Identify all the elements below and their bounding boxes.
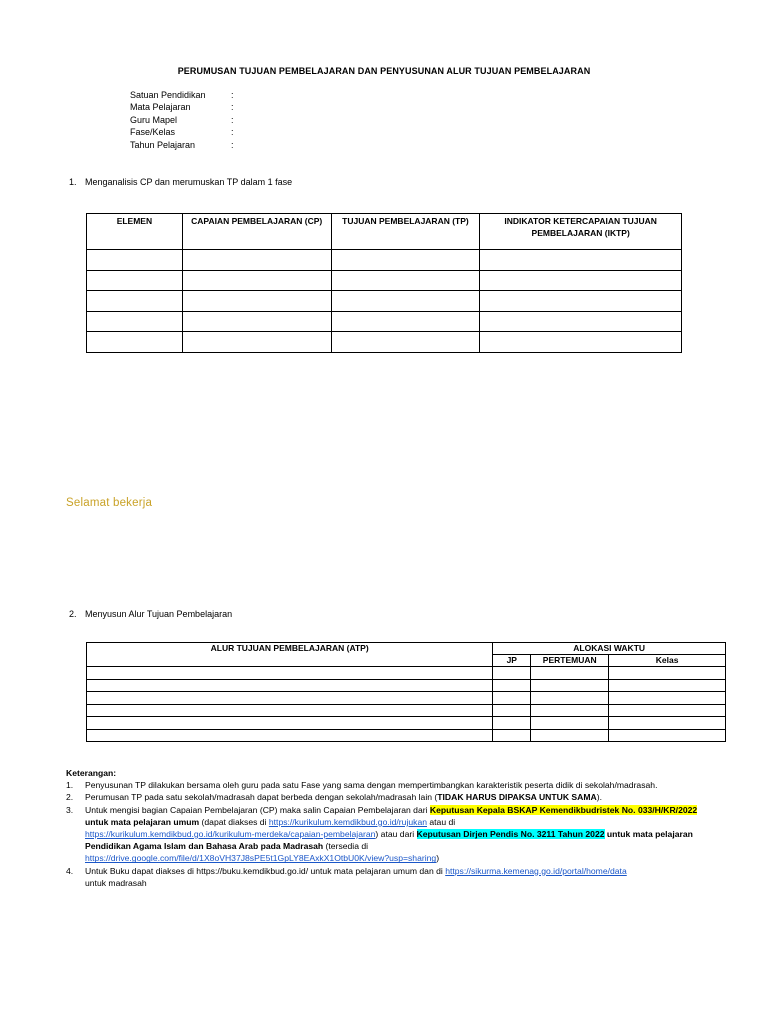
table-cell[interactable] (609, 717, 726, 730)
highlight-dirjen-pendis-decree: Keputusan Dirjen Pendis No. 3211 Tahun 2022 (416, 829, 605, 840)
identity-label: Fase/Kelas (130, 127, 176, 138)
note-text-part: ) atau dari (375, 829, 417, 840)
table-cell[interactable] (493, 704, 531, 717)
table-cell[interactable] (87, 250, 183, 271)
note-text-part: (tersedia di (323, 841, 369, 852)
table-row (87, 679, 726, 692)
table-cell[interactable] (531, 704, 609, 717)
identity-label: Guru Mapel (130, 114, 178, 125)
table-row (87, 692, 726, 705)
note-text-part: untuk madrasah (85, 877, 147, 888)
table-cell[interactable] (609, 729, 726, 742)
table-cell[interactable] (609, 692, 726, 705)
table-cell[interactable] (531, 692, 609, 705)
table-row (87, 250, 682, 271)
identity-label: Satuan Pendidikan (130, 90, 206, 100)
table-cell[interactable] (493, 692, 531, 705)
table-cell[interactable] (493, 679, 531, 692)
section-title: Menyusun Alur Tujuan Pembelajaran (85, 609, 233, 619)
identity-row-fase-kelas (130, 126, 234, 138)
table-cell[interactable] (331, 270, 480, 291)
note-emphasis: TIDAK HARUS DIPAKSA UNTUK SAMA (437, 792, 597, 803)
table-cell[interactable] (182, 270, 331, 291)
link-kurikulum-rujukan[interactable]: https://kurikulum.kemdikbud.go.id/rujukan (268, 816, 427, 827)
tp-table (86, 213, 682, 353)
table-cell[interactable] (531, 679, 609, 692)
identity-row-mata-pelajaran (130, 101, 234, 113)
note-emphasis: untuk mata pelajaran Pendidikan Agama Islam dan Bahasa Arab pada Madrasah (85, 829, 693, 852)
page-title: PERUMUSAN TUJUAN PEMBELAJARAN DAN PENYUSUNAN ALUR TUJUAN PEMBELAJARAN (177, 66, 591, 76)
header-jp: JP (493, 655, 531, 667)
header-pertemuan: PERTEMUAN (531, 655, 609, 667)
section-number: 1. (69, 177, 77, 187)
table-cell[interactable] (480, 250, 682, 271)
table-cell[interactable] (182, 311, 331, 332)
table-cell[interactable] (480, 291, 682, 312)
table-cell[interactable] (331, 311, 480, 332)
table-cell[interactable] (182, 291, 331, 312)
note-text: Penyusunan TP dilakukan bersama oleh guru pada satu Fase yang sama dengan mempertimbangkan karakteristik peserta didik di sekolah/madrasah. (85, 780, 658, 791)
notes-title: Keterangan: (66, 768, 117, 778)
note-item-2 (66, 791, 706, 803)
identity-colon: : (231, 139, 234, 150)
note-text-part: ) (436, 853, 440, 864)
table-cell[interactable] (87, 692, 493, 705)
identity-row-tahun-pelajaran (130, 139, 234, 151)
table-cell[interactable] (87, 332, 183, 353)
table-row (87, 717, 726, 730)
table-row (87, 667, 726, 680)
note-text-part: Perumusan TP pada satu sekolah/madrasah dapat berbeda dengan sekolah/madrasah lain ( (85, 792, 438, 803)
note-number: 2. (66, 792, 74, 803)
table-row (87, 729, 726, 742)
note-number: 4. (66, 865, 74, 876)
table-cell[interactable] (87, 291, 183, 312)
table-cell[interactable] (531, 729, 609, 742)
identity-label: Tahun Pelajaran (130, 139, 196, 150)
header-elemen: ELEMEN (87, 214, 183, 250)
header-cp: CAPAIAN PEMBELAJARAN (CP) (182, 214, 331, 250)
identity-colon: : (231, 114, 234, 125)
table-row (87, 270, 682, 291)
table-cell[interactable] (480, 311, 682, 332)
identity-colon: : (231, 102, 234, 113)
note-text (85, 791, 706, 803)
table-cell[interactable] (87, 717, 493, 730)
note-text (85, 804, 706, 865)
identity-row-satuan-pendidikan (130, 89, 234, 101)
table-cell[interactable] (493, 729, 531, 742)
link-sikurma[interactable]: https://sikurma.kemenag.go.id/portal/home/data (445, 865, 627, 876)
section-number: 2. (69, 609, 77, 619)
note-item-4 (66, 865, 706, 889)
identity-colon: : (231, 90, 234, 100)
identity-block (130, 89, 234, 151)
table-cell[interactable] (531, 667, 609, 680)
highlight-bskap-decree: Keputusan Kepala BSKAP Kemendikbudristek No. 033/H/KR/2022 (429, 804, 698, 815)
note-text-part: (dapat diakses di (199, 816, 269, 827)
closing-greeting: Selamat bekerja (66, 497, 153, 509)
table-header-row (87, 643, 726, 655)
table-row (87, 311, 682, 332)
note-item-3 (66, 804, 706, 865)
table-cell[interactable] (87, 704, 493, 717)
note-text-part: ). (596, 792, 602, 803)
identity-colon: : (231, 127, 234, 138)
table-cell[interactable] (480, 332, 682, 353)
note-item-1 (66, 779, 706, 791)
section-1-heading (69, 177, 292, 187)
note-number: 1. (66, 780, 74, 791)
table-cell[interactable] (331, 250, 480, 271)
table-cell[interactable] (480, 270, 682, 291)
table-cell[interactable] (87, 729, 493, 742)
header-iktp: INDIKATOR KETERCAPAIAN TUJUAN PEMBELAJARAN (IKTP) (480, 214, 682, 250)
header-kelas: Kelas (609, 655, 726, 667)
note-text (85, 865, 706, 889)
table-cell[interactable] (331, 332, 480, 353)
table-cell[interactable] (87, 667, 493, 680)
table-header-row (87, 214, 682, 250)
table-cell[interactable] (493, 717, 531, 730)
header-atp: ALUR TUJUAN PEMBELAJARAN (ATP) (87, 643, 493, 667)
section-2-heading (69, 609, 232, 619)
section-title: Menganalisis CP dan merumuskan TP dalam 1 fase (85, 177, 293, 187)
table-cell[interactable] (87, 270, 183, 291)
notes-section (66, 767, 706, 889)
table-cell[interactable] (182, 250, 331, 271)
table-cell[interactable] (87, 679, 493, 692)
note-text-part: atau di (427, 816, 456, 827)
table-row (87, 291, 682, 312)
header-alokasi-waktu: ALOKASI WAKTU (493, 643, 726, 655)
table-row (87, 704, 726, 717)
table-cell[interactable] (531, 717, 609, 730)
note-number: 3. (66, 804, 74, 815)
table-cell[interactable] (493, 667, 531, 680)
note-text-part: Untuk mengisi bagian Capaian Pembelajaran (CP) maka salin Capaian Pembelajaran dari (85, 804, 430, 815)
table-cell[interactable] (182, 332, 331, 353)
table-cell[interactable] (87, 311, 183, 332)
link-kurikulum-capaian[interactable]: https://kurikulum.kemdikbud.go.id/kurikulum-merdeka/capaian-pembelajaran (85, 829, 376, 840)
table-cell[interactable] (331, 291, 480, 312)
table-cell[interactable] (609, 667, 726, 680)
table-row (87, 332, 682, 353)
link-google-drive[interactable]: https://drive.google.com/file/d/1X8oVH37J8sPE5t1GpLY8EAxkX1OtbU0K/view?usp=sharing (85, 853, 437, 864)
header-tp: TUJUAN PEMBELAJARAN (TP) (331, 214, 480, 250)
table-cell[interactable] (609, 679, 726, 692)
identity-label: Mata Pelajaran (130, 102, 191, 113)
note-text-part: Untuk Buku dapat diakses di https://buku.kemdikbud.go.id/ untuk mata pelajaran umum dan di (85, 865, 446, 876)
table-cell[interactable] (609, 704, 726, 717)
atp-table (86, 642, 726, 742)
identity-row-guru-mapel (130, 114, 234, 126)
note-emphasis: untuk mata pelajaran umum (85, 816, 200, 827)
